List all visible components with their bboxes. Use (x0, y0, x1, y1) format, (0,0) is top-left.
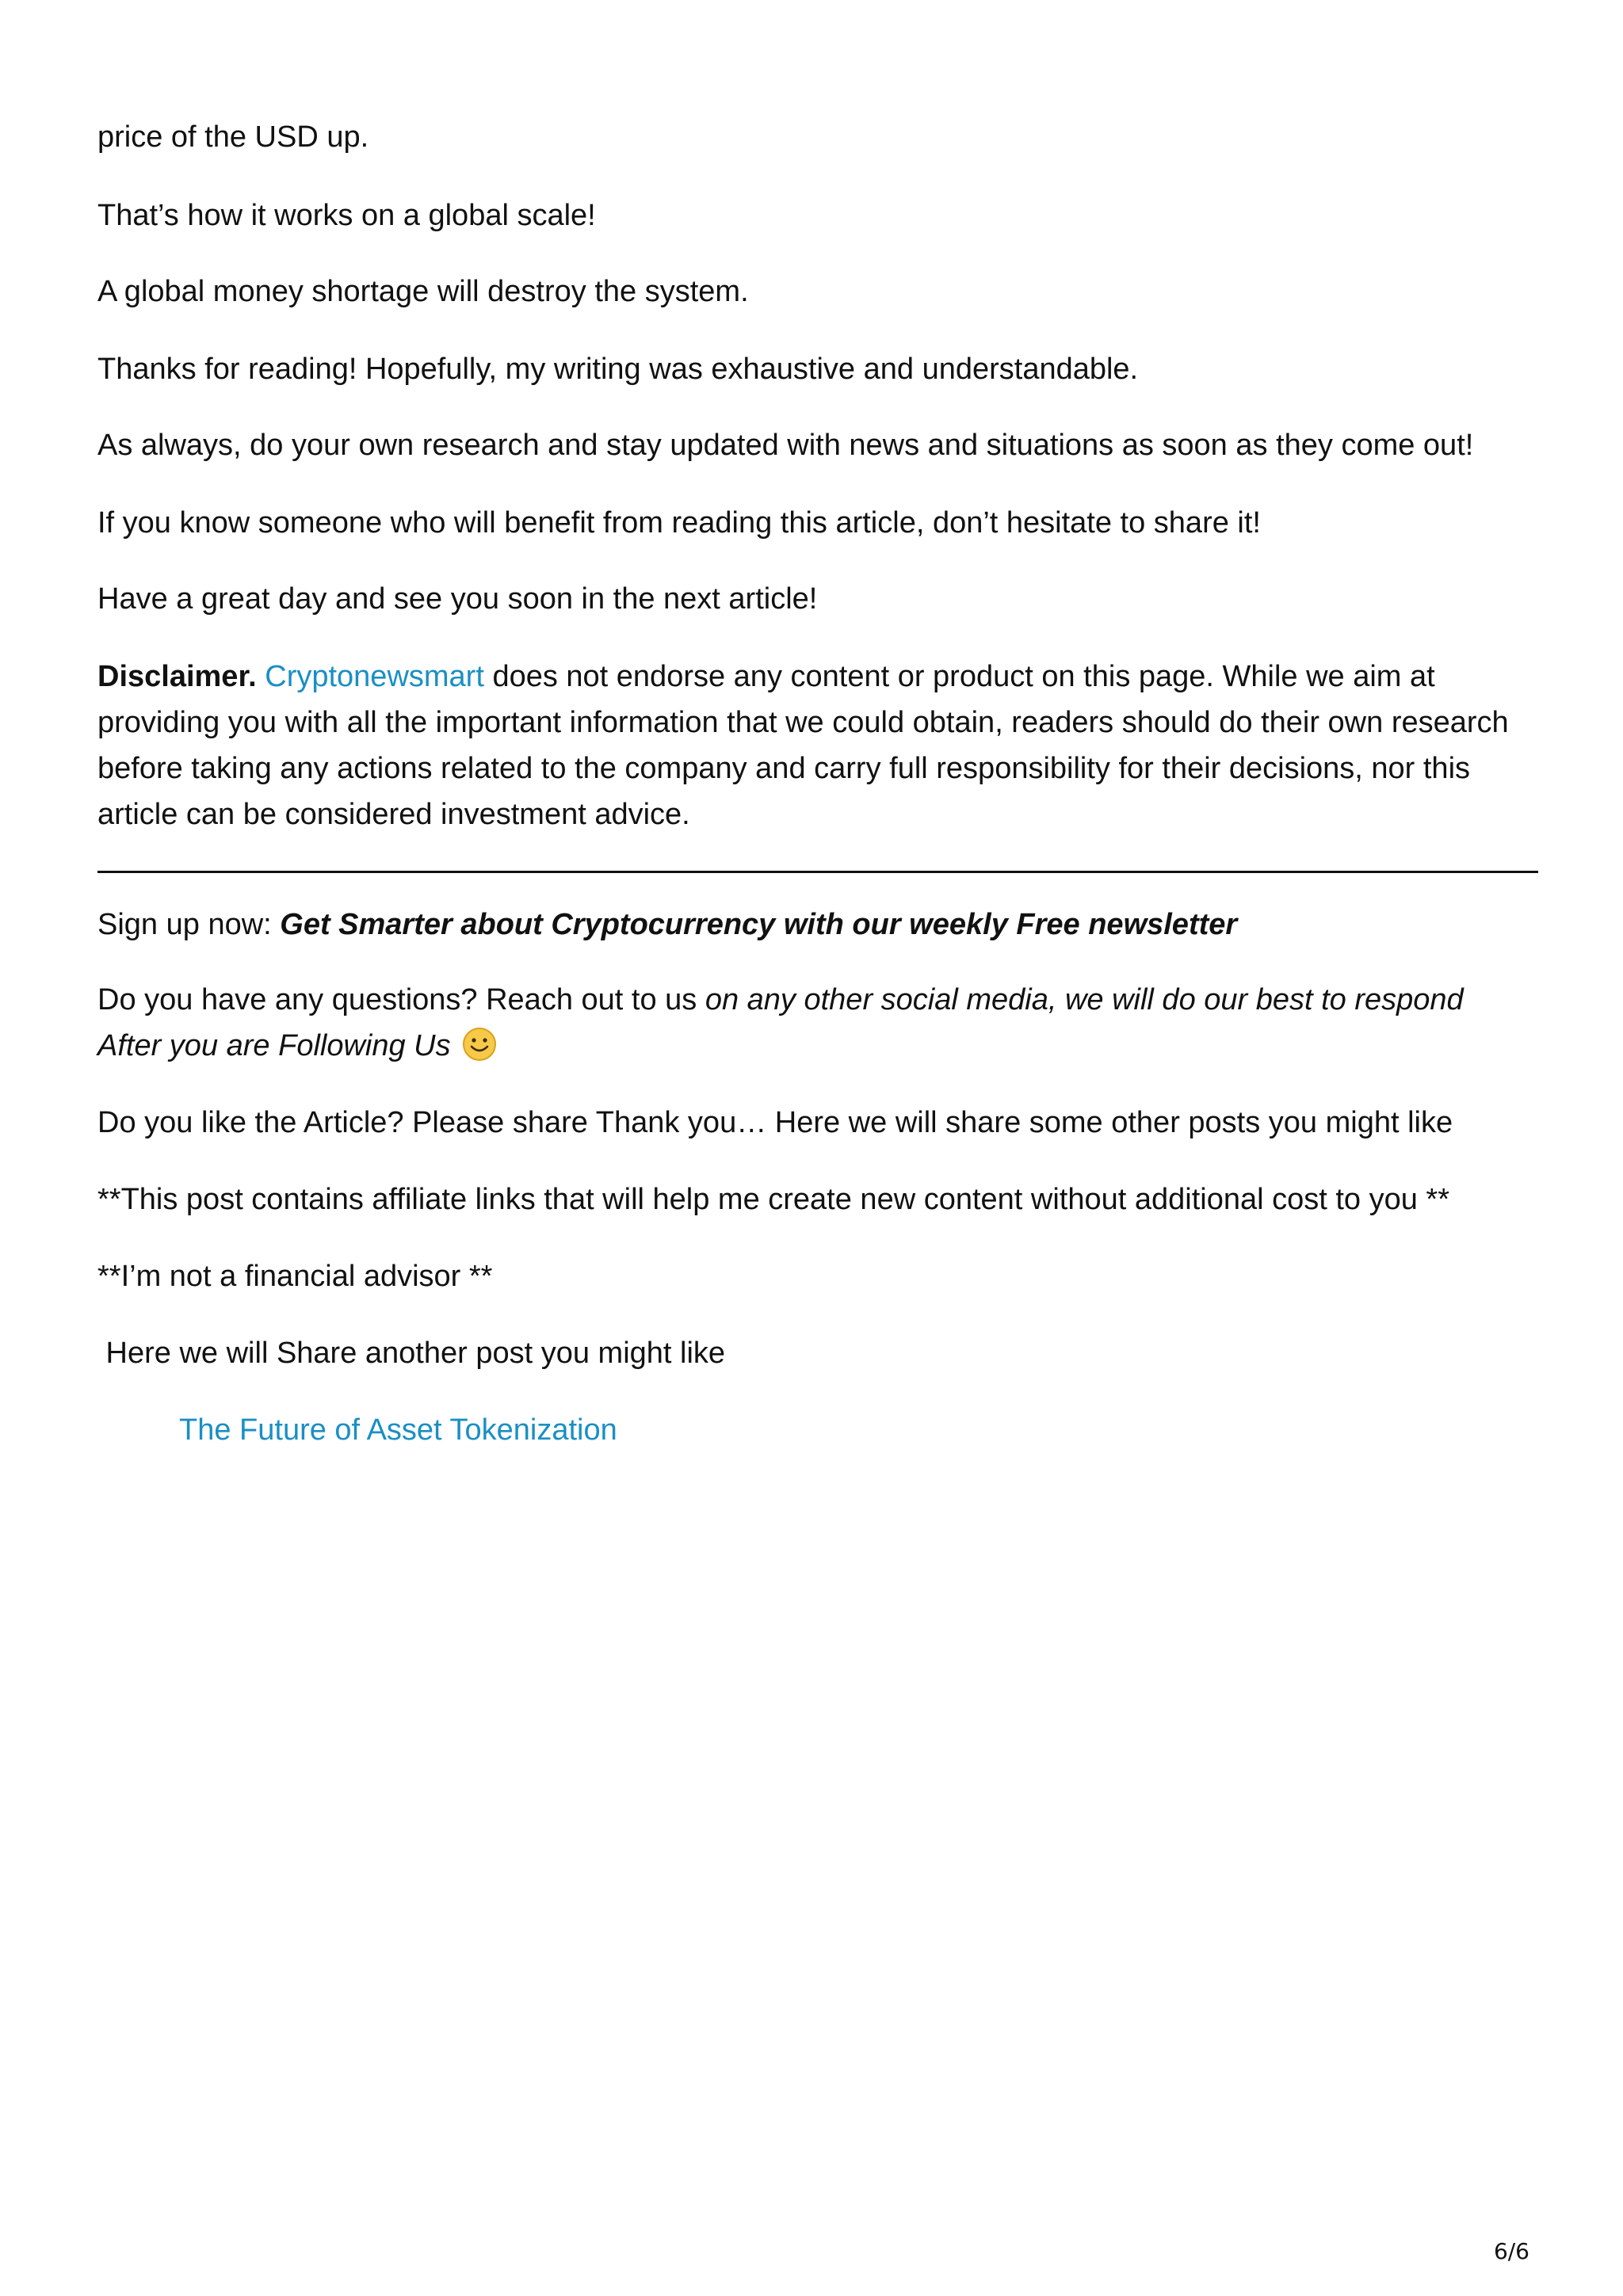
disclaimer-body: does not endorse any content or product on this page. While we aim at providing you with all the important information that we could obtain, readers should do their own research before taking any actions related to the company and carry full responsibility for their decisions, nor this article can be considered investment advice. (97, 660, 1509, 831)
divider (97, 871, 1538, 873)
paragraph-money-shortage: A global money shortage will destroy the system. (97, 275, 749, 308)
page-number: 6/6 (1493, 2238, 1529, 2264)
paragraph-thanks: Thanks for reading! Hopefully, my writing was exhaustive and understandable. (97, 353, 1139, 386)
questions-prefix: Do you have any questions? Reach out to us (97, 983, 705, 1016)
paragraph-share-article: If you know someone who will benefit from reading this article, don’t hesitate to share it! (97, 506, 1261, 540)
smiley-face-icon (462, 1027, 497, 1062)
questions-line (97, 977, 1524, 1069)
paragraph-great-day: Have a great day and see you soon in the next article! (97, 582, 818, 616)
newsletter-cta: Get Smarter about Cryptocurrency with our weekly Free newsletter (280, 908, 1238, 941)
paragraph-research: As always, do your own research and stay updated with news and situations as soon as they come out! (97, 429, 1474, 462)
signup-line (97, 902, 1237, 948)
disclaimer-label: Disclaimer. (97, 660, 257, 693)
related-post (179, 1407, 617, 1453)
affiliate-note: **This post contains affiliate links that will help me create new content without additional cost to you ** (97, 1183, 1450, 1216)
disclaimer (97, 654, 1538, 837)
cryptonewsmart-link[interactable]: Cryptonewsmart (265, 660, 484, 693)
paragraph-global-scale: That’s how it works on a global scale! (97, 199, 596, 232)
share-line: Do you like the Article? Please share Thank you… Here we will share some other posts you might like (97, 1106, 1453, 1139)
related-post-link[interactable]: The Future of Asset Tokenization (179, 1413, 617, 1447)
another-post-intro: Here we will Share another post you might like (97, 1337, 726, 1370)
paragraph-usd-price: price of the USD up. (97, 120, 369, 154)
advisor-note: **I’m not a financial advisor ** (97, 1260, 493, 1293)
signup-prefix: Sign up now: (97, 908, 281, 941)
questions-italic: on any other social media, we will do our best to respond After you are Following Us (97, 983, 1464, 1062)
